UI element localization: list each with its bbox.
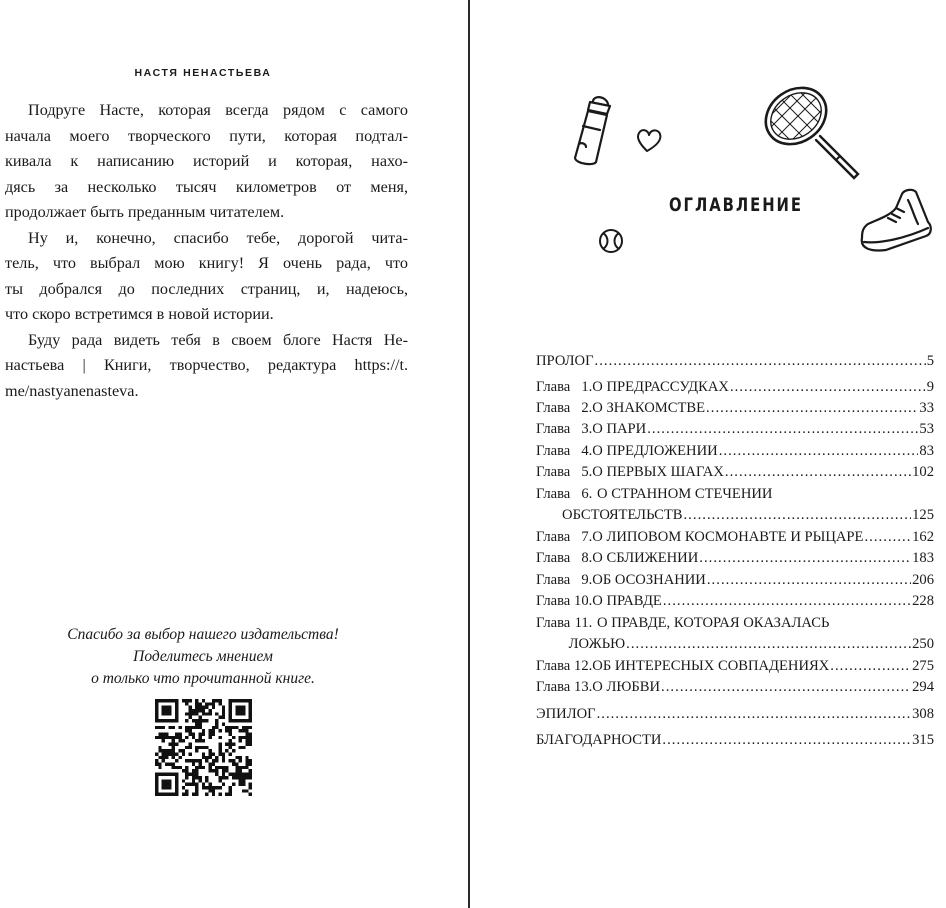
chapter-number: 5. <box>581 464 593 480</box>
toc-entry-chapter-2[interactable] <box>536 398 934 419</box>
toc-page-number: 83 <box>919 443 934 459</box>
toc-entry-title: ПРОЛОГ <box>536 353 594 369</box>
toc-chapter-label <box>536 677 592 698</box>
toc-leader <box>706 398 918 419</box>
toc-leader <box>699 548 911 569</box>
toc-page-number: 308 <box>912 706 934 722</box>
text-line: настьева | Книги, творчество, редактура https://t. <box>5 356 408 374</box>
toc-page-number: 53 <box>919 421 934 437</box>
toc-leader <box>725 462 911 483</box>
toc-chapter-label <box>536 377 592 398</box>
toc-chapter-label <box>536 527 592 548</box>
toc-entry-title: О ЛИПОВОМ КОСМОНАВТЕ И РЫЦАРЕ <box>592 529 864 545</box>
chapter-number: 6. <box>581 486 593 502</box>
toc-entry-title: ЭПИЛОГ <box>536 706 596 722</box>
toc-chapter-label <box>536 656 592 677</box>
toc-entry-chapter-12[interactable] <box>536 656 934 677</box>
text-line: me/nastyanenasteva. <box>5 381 139 400</box>
text-line: дясь за несколько тысяч километров от меня, <box>5 177 408 196</box>
toc-page-number: 183 <box>912 550 934 566</box>
toc-chapter-label <box>536 570 592 591</box>
toc-chapter-label <box>536 398 592 419</box>
chapter-number: 1. <box>581 379 593 395</box>
sneaker-icon <box>856 186 936 258</box>
publisher-note-line: Поделитесь мнением <box>133 648 273 665</box>
running-head: НАСТЯ НЕНАСТЬЕВА <box>134 67 272 79</box>
chapter-word: Глава <box>536 615 571 631</box>
toc-page-number: 275 <box>912 658 934 674</box>
chapter-number: 4. <box>581 443 593 459</box>
chapter-word: Глава <box>536 550 571 566</box>
toc-leader <box>830 656 911 677</box>
toc-page-number: 9 <box>926 379 934 395</box>
chapter-number: 3. <box>581 421 593 437</box>
publisher-note <box>0 624 406 690</box>
toc-leader <box>597 704 912 725</box>
toc-entry-title: О СБЛИЖЕНИИ <box>592 550 699 566</box>
toc-page-number: 315 <box>912 732 934 748</box>
text-line: что скоро встретимся в новой истории. <box>5 305 274 323</box>
toc-chapter-label <box>536 484 597 505</box>
qr-code[interactable] <box>155 699 252 796</box>
toc-entry-title: О ПАРИ <box>592 421 647 437</box>
toc-entry-chapter-7[interactable] <box>536 527 934 548</box>
toc-entry-title: ОБ ОСОЗНАНИИ <box>592 572 706 588</box>
toc-page-number: 33 <box>919 400 934 416</box>
toc-entry-title: БЛАГОДАРНОСТИ <box>536 732 662 748</box>
chapter-word: Глава <box>536 679 571 695</box>
toc-entry-chapter-3[interactable] <box>536 419 934 440</box>
toc-page-number: 125 <box>912 507 934 523</box>
text-line: кивала к написанию историй и которая, нахо- <box>5 152 408 170</box>
toc-page-number: 206 <box>912 572 934 588</box>
tennis-ball-icon <box>596 226 626 256</box>
toc-leader <box>864 527 911 548</box>
toc-leader <box>661 677 911 698</box>
toc-leader <box>626 634 911 655</box>
toc-entry-title-cont: ЛОЖЬЮ <box>568 636 626 652</box>
book-spine <box>468 0 470 908</box>
toc-entry-title: О СТРАННОМ СТЕЧЕНИИ <box>597 486 773 502</box>
dedication-paragraph-2 <box>5 226 408 328</box>
toc-chapter-label <box>536 419 592 440</box>
toc-leader <box>663 591 911 612</box>
toc-entry-prologue[interactable] <box>536 351 934 372</box>
toc-chapter-label <box>536 613 597 634</box>
chapter-number: 12. <box>574 658 593 674</box>
toc-page-number: 250 <box>912 636 934 652</box>
chapter-word: Глава <box>536 658 571 674</box>
publisher-note-line: Спасибо за выбор нашего издательства! <box>67 626 339 643</box>
toc-page-number: 162 <box>912 529 934 545</box>
toc-entry-chapter-6-cont[interactable] <box>536 505 934 526</box>
toc-entry-chapter-11[interactable] <box>536 613 934 634</box>
toc-entry-chapter-11-cont[interactable] <box>536 634 934 655</box>
heart-icon <box>634 124 664 156</box>
chapter-word: Глава <box>536 421 571 437</box>
toc-leader <box>683 505 911 526</box>
toc-entry-chapter-9[interactable] <box>536 570 934 591</box>
toc-entry-title-cont: ОБСТОЯТЕЛЬСТВ <box>562 507 683 523</box>
chapter-word: Глава <box>536 529 571 545</box>
toc-entry-title: О ПРАВДЕ, КОТОРАЯ ОКАЗАЛАСЬ <box>597 615 830 631</box>
toc-entry-chapter-5[interactable] <box>536 462 934 483</box>
toc-page-number: 102 <box>912 464 934 480</box>
toc-entry-chapter-13[interactable] <box>536 677 934 698</box>
text-line: Подруге Насте, которая всегда рядом с самого <box>28 101 408 119</box>
chapter-number: 9. <box>581 572 593 588</box>
dedication-text <box>5 98 408 404</box>
toc-entry-chapter-8[interactable] <box>536 548 934 569</box>
toc-leader <box>662 730 911 751</box>
shaker-bottle-icon <box>566 92 632 168</box>
toc-leader <box>719 441 919 462</box>
toc-page-number: 5 <box>926 353 934 369</box>
chapter-word: Глава <box>536 572 571 588</box>
text-line: начала моего творческого пути, которая подтал- <box>5 126 408 145</box>
text-line: Ну и, конечно, спасибо тебе, дорогой чита- <box>28 228 408 247</box>
publisher-note-line: о только что прочитанной книге. <box>91 670 315 687</box>
tennis-racket-icon <box>760 80 870 184</box>
toc-entry-chapter-6[interactable] <box>536 484 934 505</box>
toc-entry-title: О ПРАВДЕ <box>592 593 662 609</box>
toc-leader <box>647 419 918 440</box>
chapter-number: 7. <box>581 529 593 545</box>
toc-leader <box>707 570 911 591</box>
chapter-word: Глава <box>536 464 571 480</box>
chapter-number: 10. <box>574 593 593 609</box>
toc-entry-chapter-1[interactable] <box>536 377 934 398</box>
toc-entry-chapter-4[interactable] <box>536 441 934 462</box>
toc-entry-title: ОБ ИНТЕРЕСНЫХ СОВПАДЕНИЯХ <box>592 658 830 674</box>
dedication-paragraph-3 <box>5 328 408 405</box>
text-line: ты добрался до последних страниц, и, надеюсь, <box>5 279 408 298</box>
chapter-word: Глава <box>536 593 571 609</box>
chapter-word: Глава <box>536 443 571 459</box>
chapter-word: Глава <box>536 379 571 395</box>
chapter-number: 2. <box>581 400 593 416</box>
toc-entry-title: О ПРЕДРАССУДКАХ <box>592 379 729 395</box>
toc-entry-epilogue[interactable] <box>536 704 934 725</box>
toc-page-number: 228 <box>912 593 934 609</box>
toc-entry-chapter-10[interactable] <box>536 591 934 612</box>
chapter-word: Глава <box>536 400 571 416</box>
chapter-number: 13. <box>574 679 593 695</box>
toc-chapter-label <box>536 548 592 569</box>
toc-entry-title: О ЛЮБВИ <box>592 679 661 695</box>
toc-chapter-label <box>536 591 592 612</box>
toc-entry-title: О ПЕРВЫХ ШАГАХ <box>592 464 724 480</box>
text-line: продолжает быть преданным читателем. <box>5 203 285 221</box>
toc-entry-title: О ЗНАКОМСТВЕ <box>592 400 706 416</box>
toc-leader <box>595 351 926 372</box>
toc-entry-title: О ПРЕДЛОЖЕНИИ <box>592 443 718 459</box>
toc-entry-acknowledgements[interactable] <box>536 730 934 751</box>
dedication-paragraph-1 <box>5 98 408 226</box>
chapter-number: 8. <box>581 550 593 566</box>
text-line: тель, что выбрал мою книгу! Я очень рада, что <box>5 254 408 272</box>
toc-chapter-label <box>536 441 592 462</box>
chapter-word: Глава <box>536 486 571 502</box>
text-line: Буду рада видеть тебя в своем блоге Настя Не- <box>28 330 408 349</box>
toc-title: ОГЛАВЛЕНИЕ <box>669 194 803 216</box>
toc-chapter-label <box>536 462 592 483</box>
toc-leader <box>730 377 926 398</box>
chapter-number: 11. <box>574 615 593 631</box>
toc-page-number: 294 <box>912 679 934 695</box>
